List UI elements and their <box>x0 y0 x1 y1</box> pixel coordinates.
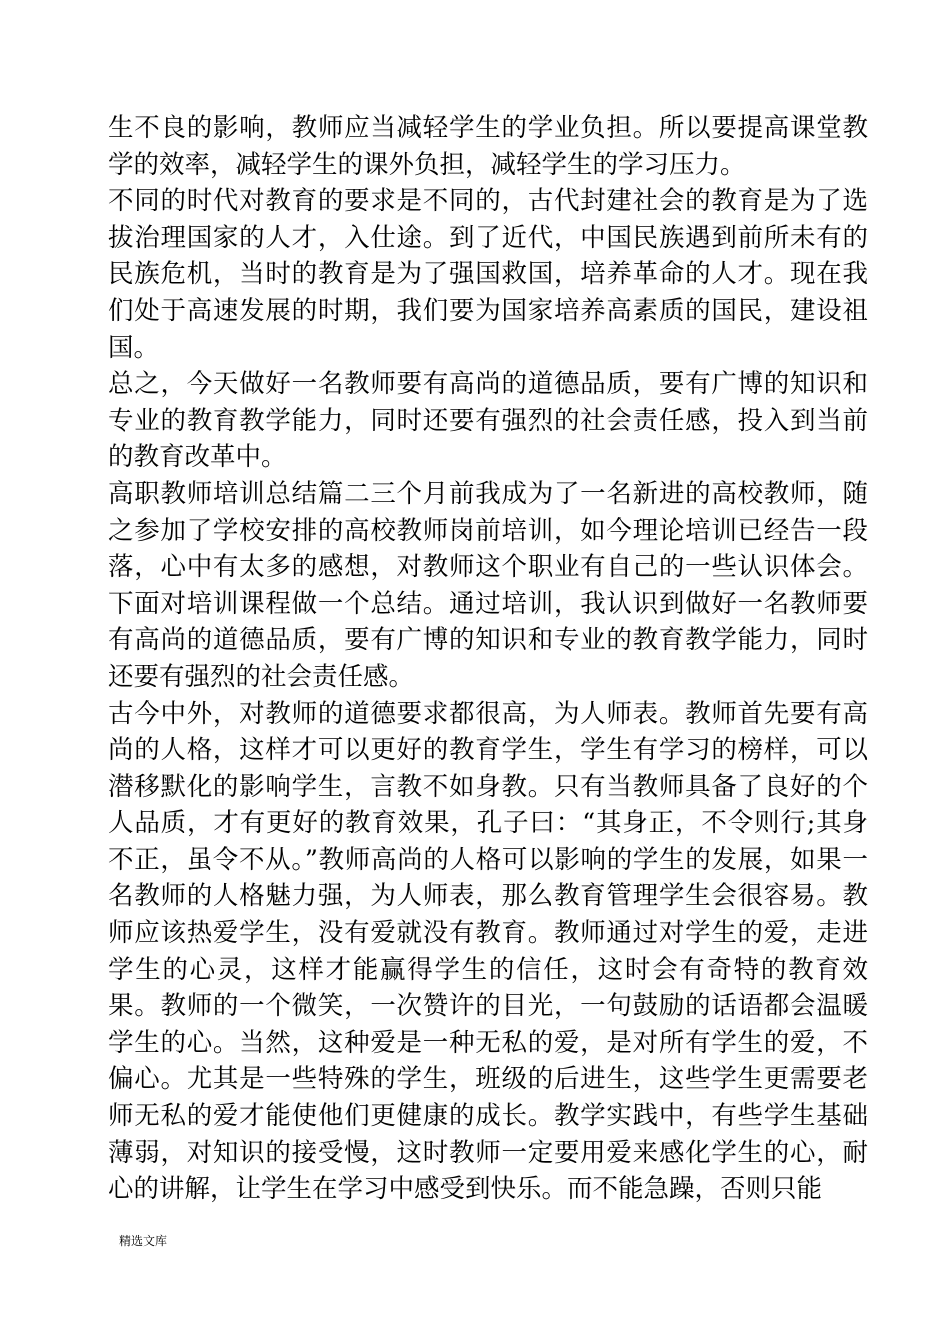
paragraph-5: 古今中外，对教师的道德要求都很高，为人师表。教师首先要有高尚的人格，这样才可以更好的教育学生，学生有学习的榜样，可以潜移默化的影响学生，言教不如身教。只有当教师具备了良好的个人品质，才有更好的教育效果，孔子曰：“其身正，不令则行;其身不正，虽令不从。”教师高尚的人格可以影响的学生的发展，如果一名教师的人格魅力强，为人师表，那么教育管理学生会很容易。教师应该热爱学生，没有爱就没有教育。教师通过对学生的爱，走进学生的心灵，这样才能赢得学生的信任，这时会有奇特的教育效果。教师的一个微笑，一次赞许的目光，一句鼓励的话语都会温暖学生的心。当然，这种爱是一种无私的爱，是对所有学生的爱，不偏心。尤其是一些特殊的学生，班级的后进生，这些学生更需要老师无私的爱才能使他们更健康的成长。教学实践中，有些学生基础薄弱，对知识的接受慢，这时教师一定要用爱来感化学生的心，耐心的讲解，让学生在学习中感受到快乐。而不能急躁，否则只能 <box>108 698 868 1205</box>
paragraph-1: 生不良的影响，教师应当减轻学生的学业负担。所以要提高课堂教学的效率，减轻学生的课外负担，减轻学生的学习压力。 <box>108 113 868 180</box>
paragraph-4: 高职教师培训总结篇二三个月前我成为了一名新进的高校教师，随之参加了学校安排的高校教师岗前培训，如今理论培训已经告一段落，心中有太多的感想，对教师这个职业有自己的一些认识体会。下面对培训课程做一个总结。通过培训，我认识到做好一名教师要有高尚的道德品质，要有广博的知识和专业的教育教学能力，同时还要有强烈的社会责任感。 <box>108 478 868 692</box>
paragraph-2: 不同的时代对教育的要求是不同的，古代封建社会的教育是为了选拔治理国家的人才，入仕途。到了近代，中国民族遇到前所未有的民族危机，当时的教育是为了强国救国，培养革命的人才。现在我们处于高速发展的时期，我们要为国家培养高素质的国民，建设祖国。 <box>108 186 868 363</box>
paragraph-3: 总之，今天做好一名教师要有高尚的道德品质，要有广博的知识和专业的教育教学能力，同时还要有强烈的社会责任感，投入到当前的教育改革中。 <box>108 369 868 473</box>
footer-label: 精选文库 <box>119 1234 168 1248</box>
document-body <box>108 110 868 1208</box>
